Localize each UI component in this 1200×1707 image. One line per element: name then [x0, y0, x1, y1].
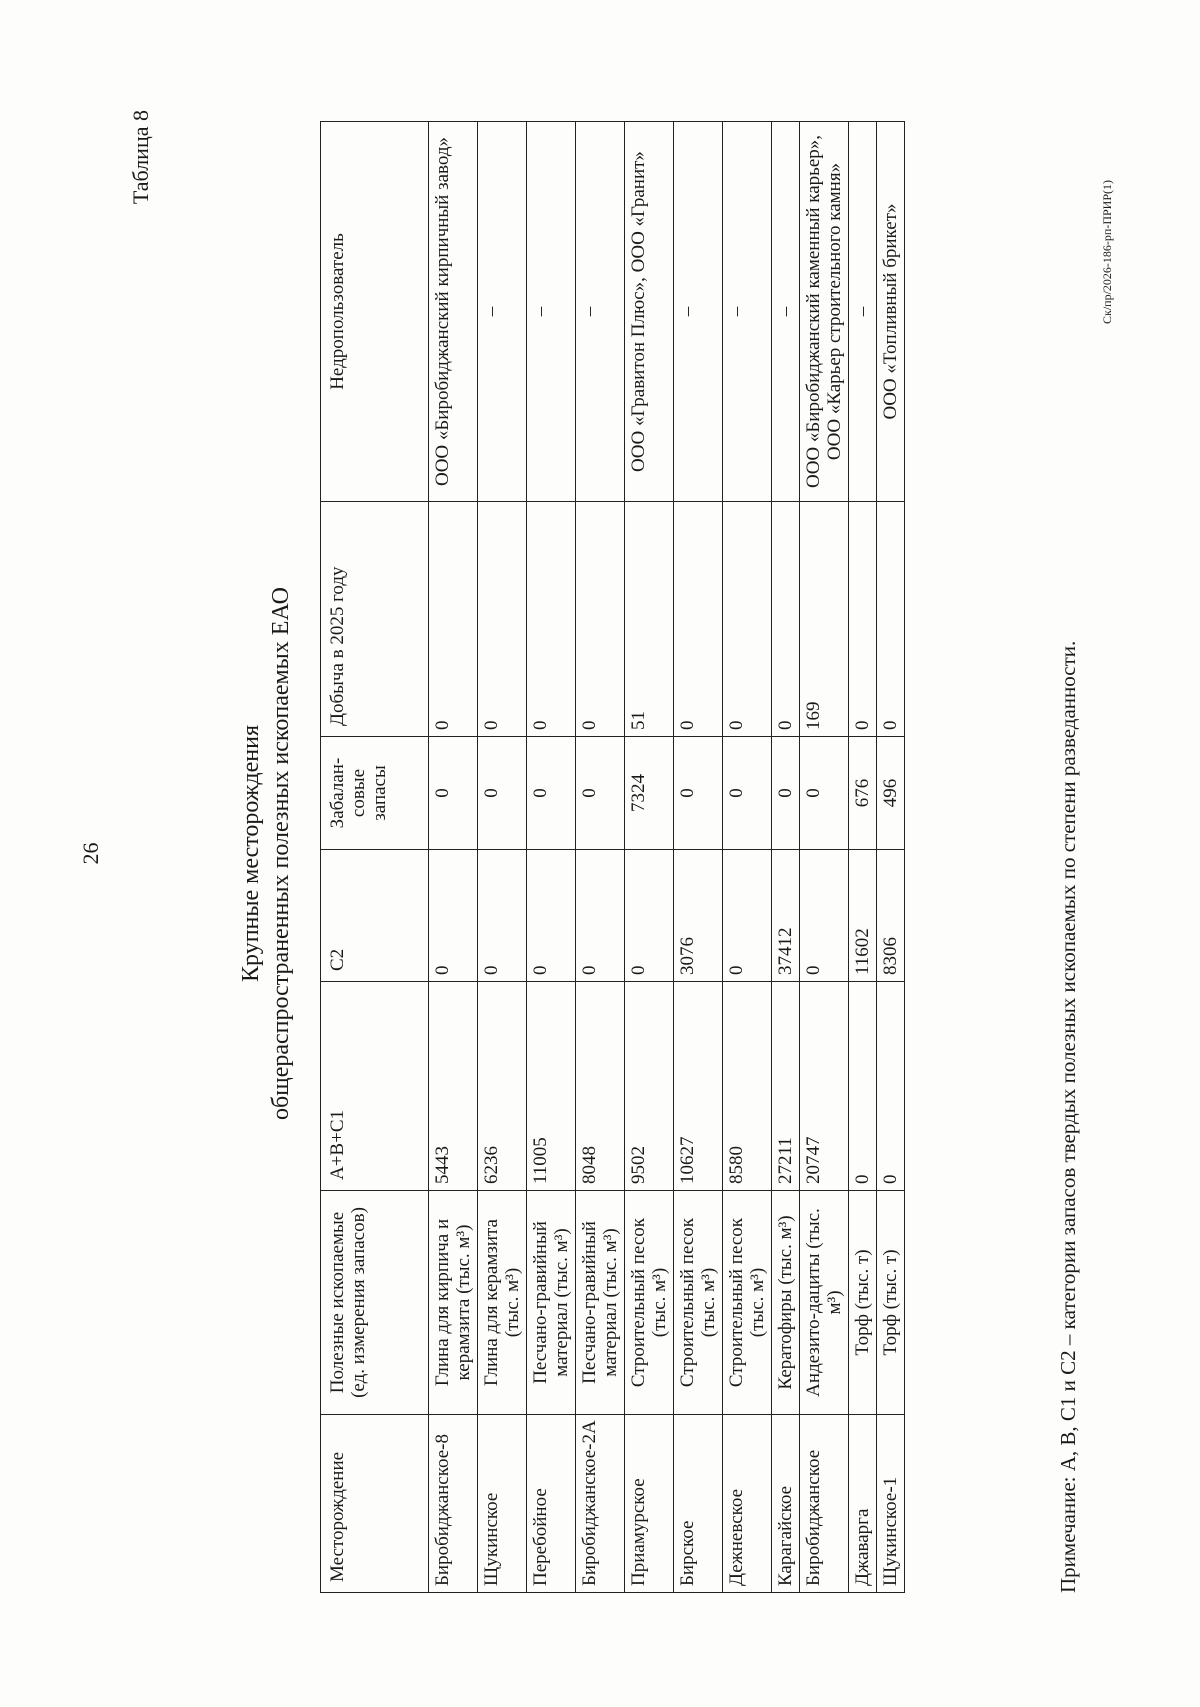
cell-production: 0	[772, 502, 800, 737]
cell-c2: 37412	[772, 850, 800, 982]
header-abc1: А+В+С1	[321, 982, 429, 1191]
table-note: Примечание: А, В, С1 и С2 – категории запасов твердых полезных ископаемых по степени разведанности.	[1056, 640, 1080, 1593]
header-off-balance: Забалан-совые запасы	[321, 737, 429, 850]
cell-mineral: Песчано-гравийный материал (тыс. м³)	[527, 1191, 576, 1415]
table-row	[527, 122, 576, 1593]
cell-deposit: Биробиджанское	[800, 1415, 849, 1593]
table-title-line1: Крупные месторождения	[238, 725, 264, 982]
cell-user: –	[849, 122, 877, 502]
table-header-row	[321, 122, 429, 1593]
cell-off-balance: 496	[877, 737, 905, 850]
cell-mineral: Песчано-гравийный материал (тыс. м³)	[576, 1191, 625, 1415]
table-row	[877, 122, 905, 1593]
cell-user: –	[772, 122, 800, 502]
cell-mineral: Строительный песок (тыс. м³)	[723, 1191, 772, 1415]
header-deposit: Месторождение	[321, 1415, 429, 1593]
cell-mineral: Торф (тыс. т)	[877, 1191, 905, 1415]
cell-production: 0	[877, 502, 905, 737]
cell-production: 0	[723, 502, 772, 737]
table-row	[478, 122, 527, 1593]
cell-off-balance: 0	[478, 737, 527, 850]
table-label: Таблица 8	[128, 110, 153, 205]
cell-user: –	[674, 122, 723, 502]
cell-off-balance: 676	[849, 737, 877, 850]
cell-c2: 3076	[674, 850, 723, 982]
cell-mineral: Кератофиры (тыс. м³)	[772, 1191, 800, 1415]
cell-off-balance: 0	[527, 737, 576, 850]
table-row	[849, 122, 877, 1593]
cell-abc1: 0	[849, 982, 877, 1191]
cell-abc1: 27211	[772, 982, 800, 1191]
cell-user: ООО «Топливный брикет»	[877, 122, 905, 502]
cell-user: ООО «Биробиджанский каменный карьер», ООО «Карьер строительного камня»	[800, 122, 849, 502]
cell-production: 169	[800, 502, 849, 737]
cell-deposit: Бирское	[674, 1415, 723, 1593]
cell-production: 0	[576, 502, 625, 737]
header-c2: С2	[321, 850, 429, 982]
cell-mineral: Глина для кирпича и керамзита (тыс. м³)	[429, 1191, 478, 1415]
cell-deposit: Биробиджанское-2А	[576, 1415, 625, 1593]
table-row	[429, 122, 478, 1593]
page-number: 26	[78, 842, 103, 865]
cell-deposit: Щукинское-1	[877, 1415, 905, 1593]
cell-production: 0	[478, 502, 527, 737]
cell-user: –	[527, 122, 576, 502]
cell-deposit: Перебойное	[527, 1415, 576, 1593]
table-row	[576, 122, 625, 1593]
table-title	[236, 0, 296, 1707]
cell-deposit: Приамурское	[625, 1415, 674, 1593]
cell-deposit: Дежневское	[723, 1415, 772, 1593]
cell-c2: 0	[527, 850, 576, 982]
cell-c2: 8306	[877, 850, 905, 982]
cell-off-balance: 0	[723, 737, 772, 850]
cell-off-balance: 0	[576, 737, 625, 850]
header-mineral: Полезные ископаемые (ед. измерения запасов)	[321, 1191, 429, 1415]
cell-c2: 0	[478, 850, 527, 982]
cell-user: –	[723, 122, 772, 502]
cell-mineral: Торф (тыс. т)	[849, 1191, 877, 1415]
cell-abc1: 0	[877, 982, 905, 1191]
cell-c2: 0	[723, 850, 772, 982]
table-row	[772, 122, 800, 1593]
header-production: Добыча в 2025 году	[321, 502, 429, 737]
cell-deposit: Джаварга	[849, 1415, 877, 1593]
header-user: Недропользователь	[321, 122, 429, 502]
cell-abc1: 8048	[576, 982, 625, 1191]
table-row	[674, 122, 723, 1593]
table-row	[723, 122, 772, 1593]
cell-off-balance: 0	[800, 737, 849, 850]
cell-abc1: 8580	[723, 982, 772, 1191]
footer-code: Ск/пр/2026-186-рп-ПРИР(1)	[1100, 180, 1114, 325]
cell-off-balance: 0	[772, 737, 800, 850]
cell-deposit: Щукинское	[478, 1415, 527, 1593]
cell-production: 0	[527, 502, 576, 737]
cell-off-balance: 7324	[625, 737, 674, 850]
cell-user: ООО «Гравитон Плюс», ООО «Гранит»	[625, 122, 674, 502]
cell-c2: 0	[625, 850, 674, 982]
cell-user: ООО «Биробиджанский кирпичный завод»	[429, 122, 478, 502]
cell-mineral: Строительный песок (тыс. м³)	[674, 1191, 723, 1415]
cell-abc1: 11005	[527, 982, 576, 1191]
cell-off-balance: 0	[429, 737, 478, 850]
cell-c2: 11602	[849, 850, 877, 982]
cell-c2: 0	[576, 850, 625, 982]
cell-abc1: 10627	[674, 982, 723, 1191]
cell-production: 51	[625, 502, 674, 737]
cell-user: –	[478, 122, 527, 502]
cell-user: –	[576, 122, 625, 502]
table-row	[800, 122, 849, 1593]
cell-abc1: 5443	[429, 982, 478, 1191]
cell-deposit: Карагайское	[772, 1415, 800, 1593]
table-title-line2: общераспространенных полезных ископаемых ЕАО	[268, 587, 294, 1120]
cell-deposit: Биробиджанское-8	[429, 1415, 478, 1593]
cell-abc1: 20747	[800, 982, 849, 1191]
cell-mineral: Глина для керамзита (тыс. м³)	[478, 1191, 527, 1415]
cell-production: 0	[429, 502, 478, 737]
cell-c2: 0	[800, 850, 849, 982]
cell-c2: 0	[429, 850, 478, 982]
cell-mineral: Андезито-дациты (тыс. м³)	[800, 1191, 849, 1415]
deposits-table	[320, 121, 905, 1593]
cell-off-balance: 0	[674, 737, 723, 850]
cell-abc1: 6236	[478, 982, 527, 1191]
cell-production: 0	[849, 502, 877, 737]
cell-mineral: Строительный песок (тыс. м³)	[625, 1191, 674, 1415]
cell-abc1: 9502	[625, 982, 674, 1191]
cell-production: 0	[674, 502, 723, 737]
table-row	[625, 122, 674, 1593]
